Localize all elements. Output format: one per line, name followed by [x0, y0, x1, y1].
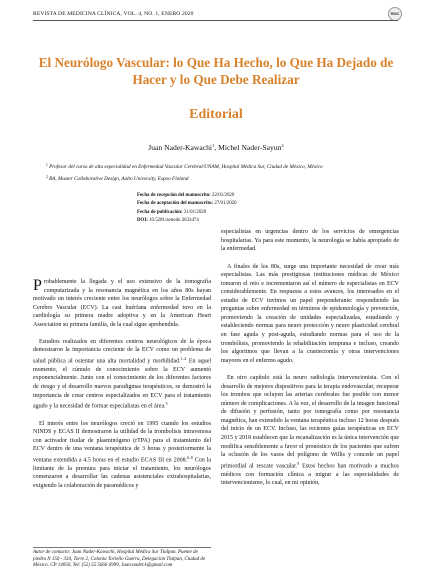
affiliation-text: Profesor del curso de alta especialidad en Enfermedad Vascular Cerebral/UNAM, Hospital Médica Sur, Ciudad de México, México: [49, 164, 323, 170]
paragraph-text: Estudios realizados en diferentes centros neurológicos de la época demostraron la importancia creciente de la ECV como un problema de salud pública al ostentar una alta mortalidad y morbilidad.: [33, 338, 211, 365]
doi-row: [137, 217, 367, 225]
paragraph: [33, 278, 211, 329]
contact-footnote: [33, 547, 211, 570]
article-title: El Neurólogo Vascular: lo Que Ha Hecho, lo Que Ha Dejado de Hacer y lo Que Debe Realizar: [38, 55, 394, 87]
author-line: [33, 143, 399, 152]
author-sup: 1: [212, 143, 215, 148]
paragraph-text: especialistas en urgencias dentro de los servicios de emergencias hospitalarias. Ya para este momento, la neurología se había apropiado de la enfermedad.: [221, 229, 399, 253]
author-name: Michel Nader-Sayun: [218, 143, 282, 152]
accepted-date-row: [137, 200, 367, 208]
affiliation-text: BA, Master Collaborative Design, Aalto University, Espoo Finland: [49, 176, 189, 182]
accepted-date: 27/01/2020: [214, 201, 237, 207]
paragraph: [221, 228, 399, 254]
citation: 9: [297, 461, 300, 466]
paragraph: [221, 263, 399, 366]
paragraph: [221, 374, 399, 488]
right-column: [221, 228, 399, 488]
author-sup: 2: [281, 143, 284, 148]
paragraph-text: A finales de los 80s, surge una importante necesidad de crear más especialistas. Las más prestigiosas instituciones médicas de México tomaron el reto e incrementaron así el número de especialistas en ECV considerablemente. En respuesta a estos avances, los interesados en el estudio de ECV tuvimos un papel preponderante: respondiendo las preguntas sobre enfermedad en términos de epidemiología y prevención, promoviendo la creación de unidades especializadas, estudiando y estableciendo normas para neuro protección y neuro plasticidad cerebral en fase aguda y post-aguda, estudiando normas para el uso de la trombólisis, promoviendo la rehabilitación temprana e incluso, creando los algoritmos que llevan a la craniectomía y otras intervenciones mayores en el enfermo agudo.: [221, 263, 399, 364]
footnote-text: Autor de contacto: Juan Nader-Kawachi, Hospital Médica Sur Tlalpan. Puente de piedra N 150 - 334, Torre 2, Colonia Toriello Guerra, Delegación Tlalpan, Ciudad de México. CP 14050, Tel: (52) 55 5666 6999, Juan.nader.k@gmail.com: [33, 550, 206, 569]
paragraph-text: Estos hechos han motivado a muchos médicos con formación clínica a migrar a las especialidades de intervencionismo, lo cual, en mi opinión,: [221, 463, 399, 487]
drop-cap: P: [33, 277, 42, 294]
paragraph-text: En aquel momento, el cúmulo de conocimiento sobre la ECV aumentó exponencialmente. Junto con el conocimiento de los diferentes factores de riesgo y el desarrollo nuevos paradigmas terapéuticos, se demostró la importancia de crear centros especializados en ECV para el tratamiento agudo y la necesidad de formar especialistas en el área.: [33, 358, 211, 410]
paragraph-text: Con la limitante de la premura para iniciar el tratamiento, los neurólogos comenzaron a desarrollar las cadenas asistenciales extrahospitalarias, exigiendo la colaboración de paramédicos y: [33, 457, 211, 489]
header-rule: [33, 20, 398, 21]
left-column: [33, 278, 211, 491]
author-name: Juan Nader-Kawachi: [148, 143, 212, 152]
manuscript-dates: [137, 192, 367, 226]
paragraph: [33, 420, 211, 491]
published-date: 31/01/2020: [183, 209, 207, 215]
paragraph-text: En otro capítulo está la neuro radiología intervencionista. Con el desarrollo de mejores dispositivos para la terapia endovascular, recuperar los trombos que ocluyen las arterias cerebrales fue posible con menor número de complicaciones. A la vez, el desarrollo de la imagen funcional de difusión y perfusión, tanto por tomografía como por resonancia magnética, han extendido la ventana terapéutica incluso 12 horas después del inicio de un ECV. Incluso, las recientes guías terapéuticas en ECV 2015 y 2018 establecen que la recanalización es la única intervención que modifica sensiblemente a favor el pronóstico de los pacientes que sufren la oclusión de los vasos del polígono de Willis y concede un papel primordial al rescate vascular.: [221, 375, 399, 470]
paragraph-gap: [221, 365, 399, 374]
affiliation-sup: 2: [46, 175, 48, 179]
doi-label: DOI:: [137, 218, 148, 224]
journal-name: REVISTA DE MEDICINA CLÍNICA, VOL. 4, NO. 1, ENERO 2020: [33, 11, 194, 17]
received-date: 22/01/2020: [212, 193, 235, 198]
affiliation-sup: 1: [46, 163, 48, 167]
paragraph-text: El interés entre los neurólogos creció en 1995 cuando los estudios NINDS y ECAS II demostraron la utilidad de la trombolisis intravenosa con activador tisular de plasminógeno (rTPA) para el tratamiento del ECV dentro de una ventana terapéutica de 3 horas y posteriormente la ventana extendida a 4.5 horas en el estudio ECAS III en 2008.: [33, 420, 211, 464]
published-label: Fecha de publicación:: [137, 209, 183, 215]
author-separator: ,: [214, 143, 219, 152]
affiliation-1: [46, 162, 396, 171]
paragraph-gap: [33, 329, 211, 338]
received-date-row: [137, 192, 367, 200]
article-type: Editorial: [189, 107, 243, 122]
journal-logo: RMC: [388, 7, 402, 21]
paragraph-gap: [221, 254, 399, 263]
published-date-row: [137, 209, 367, 217]
citation: 1–4: [180, 356, 187, 361]
citation: 5: [165, 402, 168, 407]
received-label: Fecha de recepción del manuscrito:: [137, 193, 211, 198]
paragraph: [33, 338, 211, 411]
paragraph-gap: [33, 411, 211, 420]
doi-link[interactable]: 10.5281/zenodo.3633474: [149, 218, 199, 224]
affiliation-2: [46, 174, 396, 183]
citation: 6–8: [187, 455, 193, 460]
accepted-label: Fecha de aceptación del manuscrito:: [137, 201, 214, 207]
running-header: [33, 8, 398, 20]
paragraph-text: robablemente la llegada y el uso extensivo de la tomografía computarizada y la resonancia magnética en los años 80s hayan motivado un interés creciente entre los neurólogos sobre la Enfermedad Cerebro Vascular (ECV). La casi huérfana enfermedad tuvo en la cardiología su primera madre adoptiva y en la American Heart Association su primera familia, de la cual sigue aprehendida.: [33, 279, 211, 328]
